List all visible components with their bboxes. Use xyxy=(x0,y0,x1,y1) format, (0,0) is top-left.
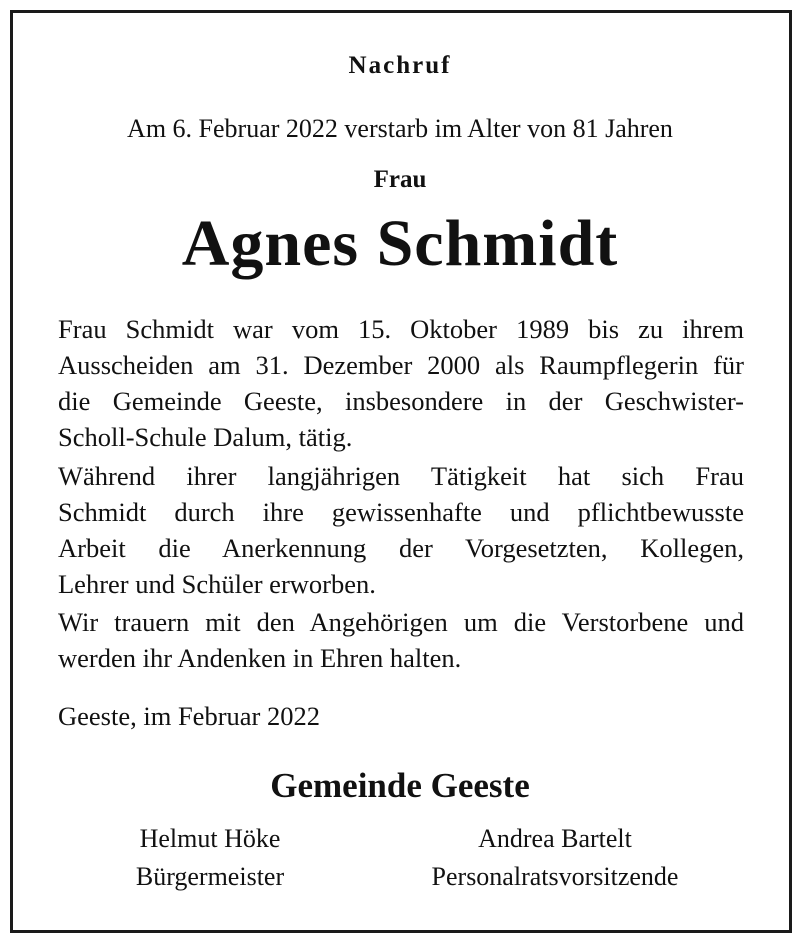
text-line: Frau Schmidt war vom 15. Oktober 1989 bis zu ihrem xyxy=(58,314,744,344)
signatory-mayor xyxy=(102,820,318,896)
signatory-name: Andrea Bartelt xyxy=(478,824,632,853)
text-line: Wir trauern mit den Angehörigen um die Verstorbene und xyxy=(58,607,744,637)
signatory-role: Personalratsvorsitzende xyxy=(431,862,679,891)
text-line: Scholl-Schule Dalum, tätig. xyxy=(58,422,353,452)
signatory-staff-council xyxy=(400,820,710,896)
text-line: Arbeit die Anerkennung der Vorgesetzten, Kollegen, xyxy=(58,533,744,563)
text-line: die Gemeinde Geeste, insbesondere in der Geschwister- xyxy=(58,386,744,416)
signatory-name: Helmut Höke xyxy=(139,824,281,853)
deceased-name: Agnes Schmidt xyxy=(181,207,619,280)
signatory-role: Bürgermeister xyxy=(135,862,285,891)
text-line: Lehrer und Schüler erworben. xyxy=(58,569,376,599)
text-line: Während ihrer langjährigen Tätigkeit hat sich Frau xyxy=(58,461,744,491)
paragraph-employment xyxy=(58,311,744,455)
place-date: Geeste, im Februar 2022 xyxy=(58,701,320,731)
organization-name: Gemeinde Geeste xyxy=(270,766,530,805)
text-line: werden ihr Andenken in Ehren halten. xyxy=(58,643,462,673)
text-line: Schmidt durch ihre gewissenhafte und pflichtbewusste xyxy=(58,497,744,527)
notice-title: Nachruf xyxy=(348,52,452,79)
salutation: Frau xyxy=(373,166,427,193)
paragraph-appreciation xyxy=(58,458,744,602)
intro-line: Am 6. Februar 2022 verstarb im Alter von 81 Jahren xyxy=(127,114,673,143)
text-line: Ausscheiden am 31. Dezember 2000 als Raumpflegerin für xyxy=(58,350,744,380)
paragraph-mourning xyxy=(58,604,744,676)
